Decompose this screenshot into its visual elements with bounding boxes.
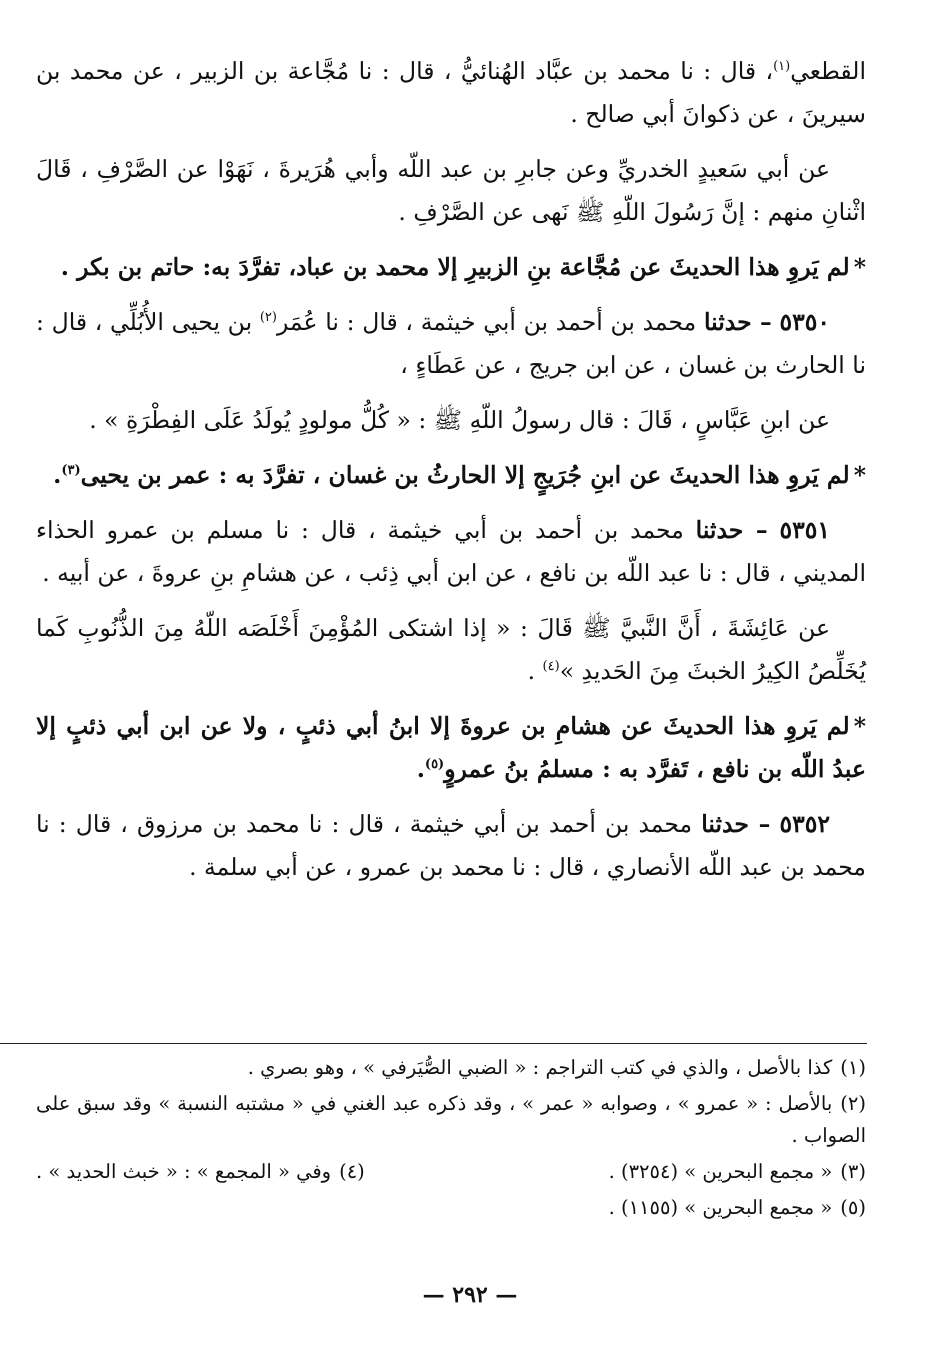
footnote-divider: [0, 1043, 867, 1044]
asterisk-icon: *: [853, 461, 866, 489]
paragraph-text: عن أبي سَعيدٍ الخدريِّ وعن جابرِ بن عبد اللّه وأبي هُرَيرةَ ، نَهَوْا عن الصَّرْفِ ، قَالَ اثْنانِ منهم : إنَّ رَسُولَ اللّهِ ﷺ نَهى عن الصَّرْفِ .: [36, 155, 866, 226]
paragraph-matn-2: [36, 399, 866, 442]
footnote-text: « مجمع البحرين » (٣٢٥٤) .: [608, 1160, 833, 1183]
footnote-text: بالأصل : « عمرو » ، وصوابه « عمر » ، وقد ذكره عبد الغني في « مشتبه النسبة » وقد سبق على الصواب .: [36, 1092, 866, 1147]
footnote-text: « مجمع البحرين » (١١٥٥) .: [608, 1196, 833, 1219]
paragraph-text: محمد بن أحمد بن أبي خيثمة ، قال : نا عُمَر: [276, 308, 697, 336]
paragraph-text: بن يحيى الأُبُلِّي ، قال : نا الحارث بن غسان ، عن ابن جريج ، عن عَطَاءٍ ،: [36, 308, 866, 379]
footnote-label: (٥): [840, 1196, 866, 1219]
footnote-marker: (٣): [61, 463, 81, 479]
hadith-intro: – حدثنا: [701, 810, 771, 838]
hadith-5351: [36, 509, 866, 595]
footnote-text: كذا بالأصل ، والذي في كتب التراجم : « الضبي الصُّيَرفي » ، وهو بصري .: [247, 1056, 833, 1079]
hadith-number: ٥٣٥١: [779, 516, 830, 544]
footnote-label: (٣): [840, 1160, 866, 1183]
footnote-label: (٢): [840, 1092, 866, 1115]
footnote-marker: (٢): [259, 310, 277, 326]
footnote-marker: (١): [773, 59, 791, 75]
footnote-label: (٤): [339, 1160, 365, 1183]
hadith-intro: – حدثنا: [695, 516, 768, 544]
hadith-5350: [36, 301, 866, 387]
paragraph-matn-3: [36, 607, 866, 693]
paragraph-text: محمد بن أحمد بن أبي خيثمة ، قال : نا محمد بن مرزوق ، قال : نا محمد بن عبد اللّه الأنصاري ، قال : نا محمد بن عمرو ، عن أبي سلمة .: [36, 810, 866, 881]
paragraph-matn-1: [36, 148, 866, 234]
footnote-text: وفي « المجمع » : « خبث الحديد » .: [36, 1160, 332, 1183]
page-number: — ٢٩٢ —: [422, 1282, 518, 1308]
main-text: [36, 50, 866, 901]
hadith-5352: [36, 803, 866, 889]
asterisk-icon: *: [853, 253, 866, 281]
paragraph-text: لم يَروِ هذا الحديثَ عن ابنِ جُرَيجٍ إلا الحارثُ بن غسان ، تفرَّدَ به : عمر بن يحيى: [80, 461, 850, 489]
paragraph-end: .: [527, 657, 536, 685]
footnote-3: [609, 1156, 866, 1188]
paragraph-isnad-1: [36, 50, 866, 136]
footnote-4: [36, 1156, 365, 1188]
paragraph-end: .: [53, 461, 62, 489]
paragraph-text: ، قال : نا محمد بن عبَّاد الهُنائيُّ ، قال : نا مُجَّاعة بن الزبير ، عن محمد بن سيرينَ ، عن ذكوانَ أبي صالح .: [36, 57, 866, 128]
footnote-marker: (٥): [424, 757, 445, 773]
footnote-marker: (٤): [542, 659, 560, 675]
footnote-1: [36, 1052, 866, 1084]
hadith-intro: – حدثنا: [703, 308, 772, 336]
paragraph-text: محمد بن أحمد بن أبي خيثمة ، قال : نا مسلم بن عمرو الحذاء المديني ، قال : نا عبد اللّه بن نافع ، عن ابن أبي ذِئب ، عن هشامِ بنِ عروةَ ، عن أبيه .: [36, 516, 866, 587]
hadith-number: ٥٣٥٢: [779, 810, 830, 838]
hadith-number: ٥٣٥٠: [779, 308, 830, 336]
paragraph-text: القطعي: [790, 57, 866, 85]
paragraph-comment-3: [36, 705, 866, 791]
footnote-row: [36, 1156, 866, 1188]
paragraph-text: عن عَائِشَةَ ، أَنَّ النَّبيَّ ﷺ قَالَ : « إذا اشتكى المُؤْمِنَ أَخْلَصَه اللّهُ مِنَ الذُّنُوبِ كَما يُخَلِّصُ الكِيرُ الخبثَ مِنَ الحَديدِ »: [36, 614, 866, 685]
footnote-2: [36, 1088, 866, 1152]
paragraph-text: لم يَروِ هذا الحديثَ عن مُجَّاعة بنِ الزبيرِ إلا محمد بن عباد، تفرَّدَ به: حاتم بن بكر .: [60, 253, 850, 281]
asterisk-icon: *: [853, 712, 866, 740]
footnote-5: [36, 1192, 866, 1224]
footnote-label: (١): [840, 1056, 866, 1079]
paragraph-comment-2: [36, 454, 866, 497]
paragraph-end: .: [416, 755, 425, 783]
paragraph-comment-1: [36, 246, 866, 289]
paragraph-text: لم يَروِ هذا الحديثَ عن هشامِ بن عروةَ إلا ابنُ أبي ذئبٍ ، ولا عن ابن أبي ذئبٍ إلا عبدُ اللّه بن نافع ، تَفرَّد به : مسلمُ بنُ عمروٍ: [36, 712, 866, 783]
paragraph-text: عن ابنِ عَبَّاسٍ ، قَالَ : قال رسولُ اللّهِ ﷺ : « كُلُّ مولودٍ يُولَدُ عَلَى الفِطْرَةِ » .: [89, 406, 830, 434]
footnotes: [36, 1052, 866, 1228]
